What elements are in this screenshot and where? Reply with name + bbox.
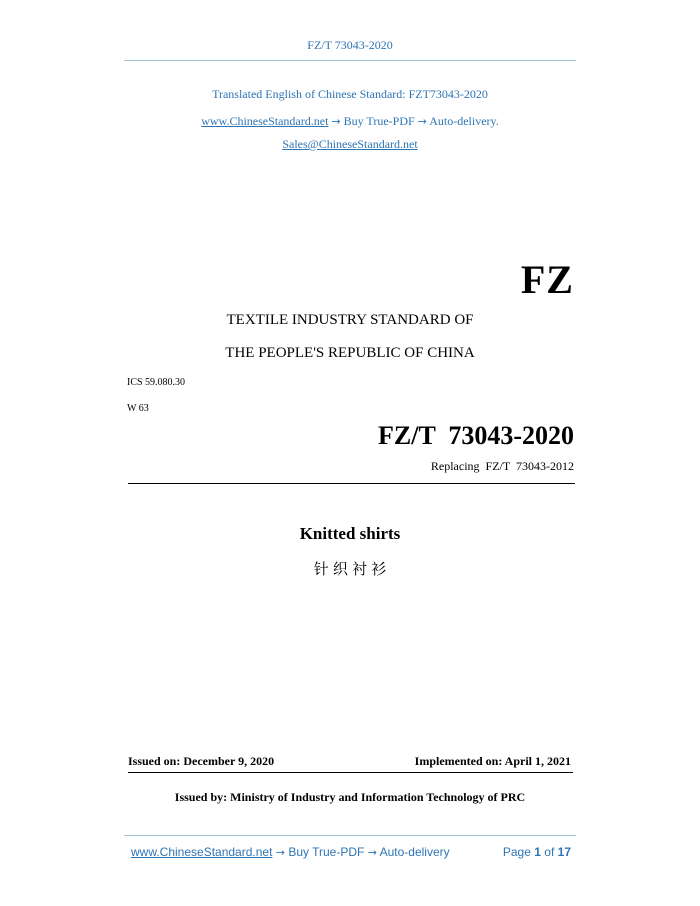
purchase-line xyxy=(0,114,700,129)
ics-code: ICS 59.080.30 xyxy=(127,377,186,388)
auto-delivery-text: Auto-delivery. xyxy=(429,114,499,128)
fz-logo-mark: FZ xyxy=(520,257,574,302)
org-line-2: THE PEOPLE'S REPUBLIC OF CHINA xyxy=(225,345,475,361)
arrow-right-icon: → xyxy=(331,115,341,128)
header-rule xyxy=(124,60,576,61)
arrow-right-icon: → xyxy=(275,846,285,859)
replacing-note: Replacing FZ/T 73043-2012 xyxy=(430,459,574,473)
classification-code: W 63 xyxy=(127,403,149,414)
title-chinese: 针 织 衬 衫 xyxy=(313,561,387,578)
arrow-right-icon: → xyxy=(367,846,377,859)
issuing-authority: Issued by: Ministry of Industry and Information Technology of PRC xyxy=(174,790,526,804)
page-total: 17 xyxy=(557,845,571,859)
buy-true-pdf-text: Buy True-PDF xyxy=(343,114,415,128)
implemented-on-date: Implemented on: April 1, 2021 xyxy=(414,754,571,768)
page-current: 1 xyxy=(534,845,541,859)
running-header-title: FZ/T 73043-2020 xyxy=(307,38,393,52)
page-label: Page xyxy=(502,845,531,859)
standard-number: FZ/T 73043-2020 xyxy=(378,421,574,450)
footer-delivery-text: Auto-delivery xyxy=(379,845,450,859)
title-rule xyxy=(128,483,575,484)
footer-rule xyxy=(124,835,576,836)
footer-site-link[interactable]: www.ChineseStandard.net xyxy=(131,845,273,859)
footer-buy-text: Buy True-PDF xyxy=(288,845,365,859)
translation-note: Translated English of Chinese Standard: FZT73043-2020 xyxy=(212,87,488,101)
sales-email-link[interactable]: Sales@ChineseStandard.net xyxy=(282,137,418,151)
site-link[interactable]: www.ChineseStandard.net xyxy=(201,114,329,128)
title-english: Knitted shirts xyxy=(299,524,401,543)
org-line-1: TEXTILE INDUSTRY STANDARD OF xyxy=(226,312,474,328)
dates-rule xyxy=(128,772,573,773)
page-indicator xyxy=(0,845,571,859)
issued-on-date: Issued on: December 9, 2020 xyxy=(128,754,275,768)
arrow-right-icon: → xyxy=(417,115,427,128)
page-of: of xyxy=(544,845,555,859)
